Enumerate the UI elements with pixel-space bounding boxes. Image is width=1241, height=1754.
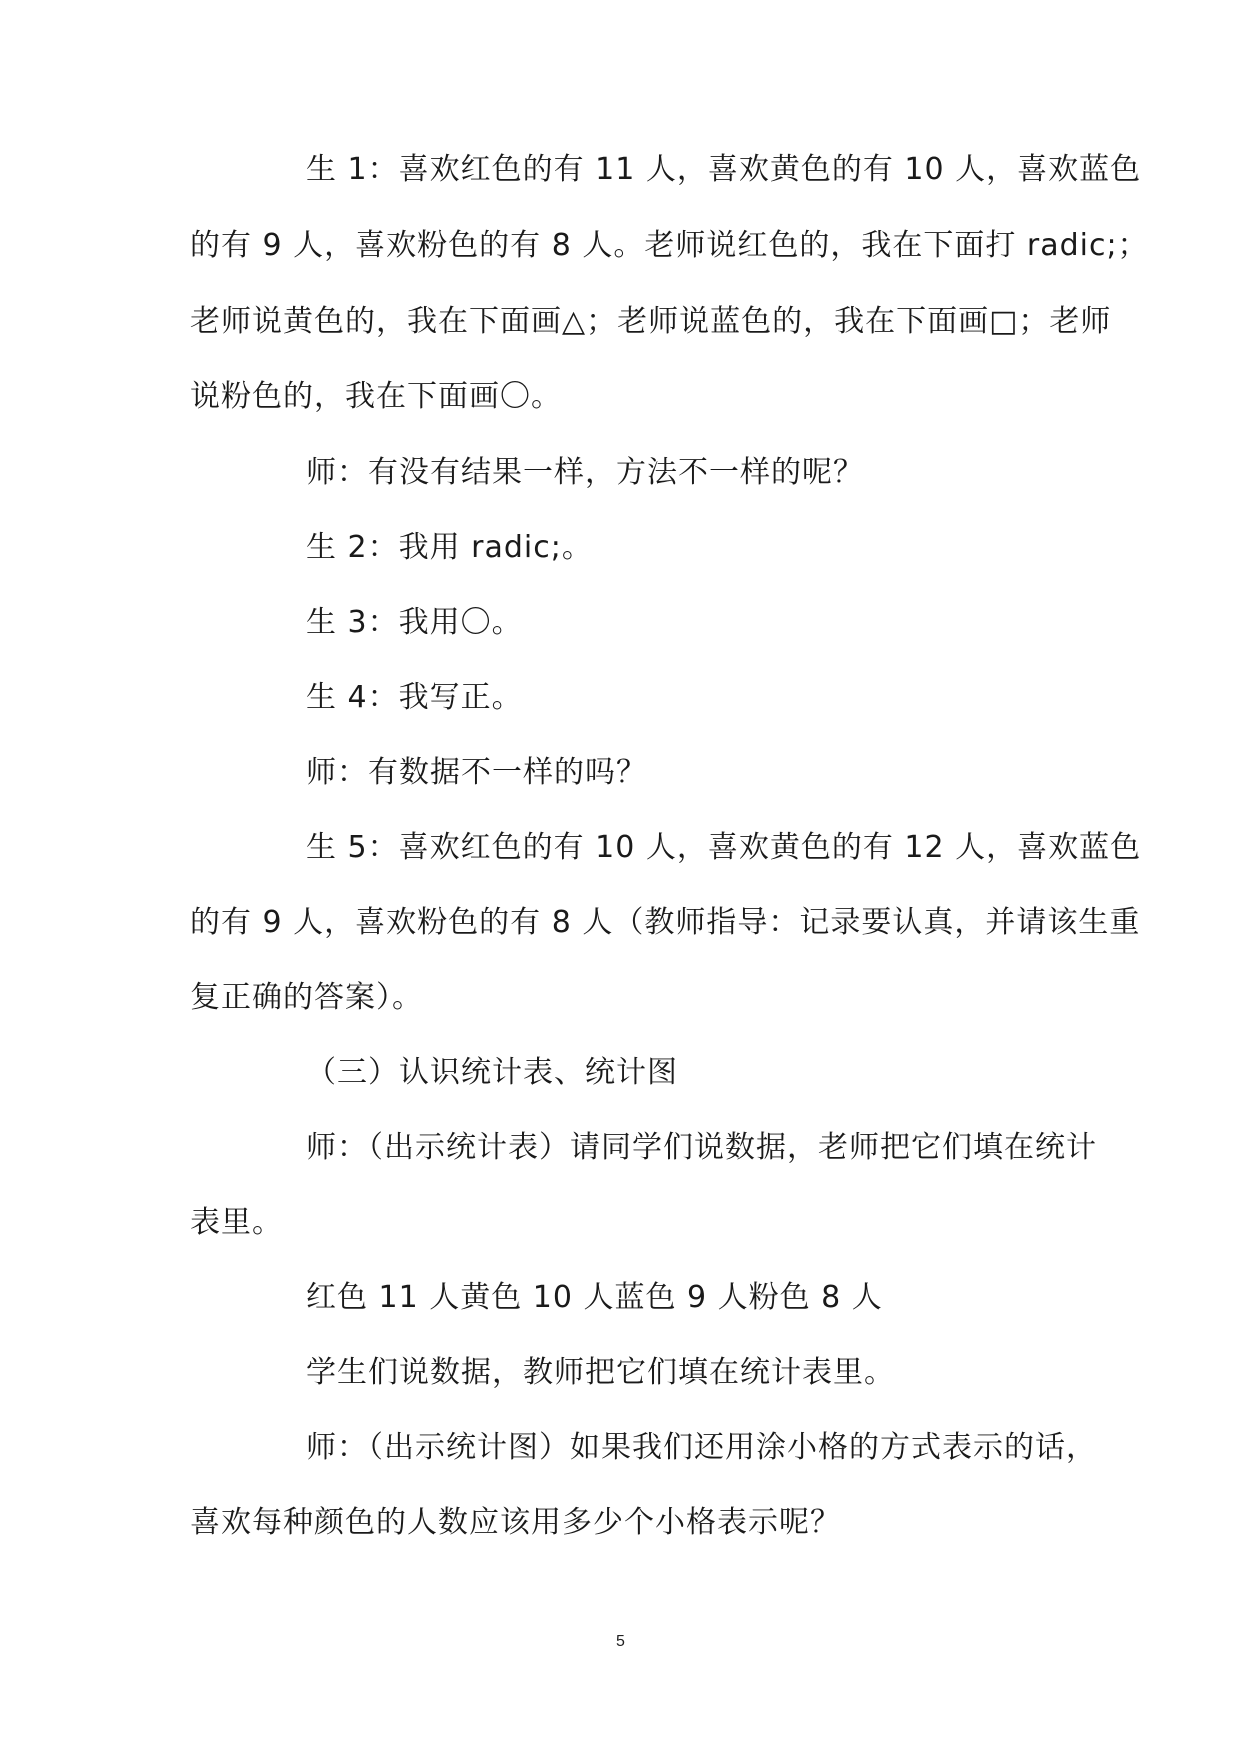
paragraph-4: 生 3：我用〇。: [306, 605, 523, 640]
paragraph-12-line-2: 喜欢每种颜色的人数应该用多少个小格表示呢？: [190, 1505, 841, 1540]
paragraph-2: 师：有没有结果一样，方法不一样的呢？: [306, 455, 864, 490]
paragraph-5: 生 4：我写正。: [306, 680, 523, 715]
paragraph-9-line-2: 表里。: [190, 1205, 283, 1240]
paragraph-3: 生 2：我用 radic;。: [306, 530, 593, 565]
paragraph-1-line-2: 的有 9 人，喜欢粉色的有 8 人。老师说红色的，我在下面打 radic;；: [190, 228, 1149, 263]
paragraph-7-line-2: 的有 9 人，喜欢粉色的有 8 人（教师指导：记录要认真，并请该生重: [190, 905, 1141, 940]
paragraph-6: 师：有数据不一样的吗？: [306, 755, 647, 790]
section-heading: （三）认识统计表、统计图: [306, 1055, 678, 1090]
paragraph-1-line-4: 说粉色的，我在下面画〇。: [190, 379, 562, 414]
paragraph-7-line-1: 生 5：喜欢红色的有 10 人，喜欢黄色的有 12 人，喜欢蓝色: [306, 830, 1142, 865]
paragraph-12-line-1: 师：（出示统计图）如果我们还用涂小格的方式表示的话，: [306, 1430, 1097, 1465]
paragraph-1-line-3: 老师说黄色的，我在下面画△；老师说蓝色的，我在下面画□；老师: [190, 304, 1112, 339]
paragraph-10: 红色 11 人黄色 10 人蓝色 9 人粉色 8 人: [306, 1280, 883, 1315]
page-number: 5: [616, 1633, 625, 1650]
paragraph-1-line-1: 生 1：喜欢红色的有 11 人，喜欢黄色的有 10 人，喜欢蓝色: [306, 152, 1142, 187]
paragraph-11: 学生们说数据，教师把它们填在统计表里。: [306, 1355, 895, 1390]
paragraph-7-line-3: 复正确的答案）。: [190, 980, 423, 1015]
paragraph-9-line-1: 师：（出示统计表）请同学们说数据，老师把它们填在统计: [306, 1130, 1097, 1165]
